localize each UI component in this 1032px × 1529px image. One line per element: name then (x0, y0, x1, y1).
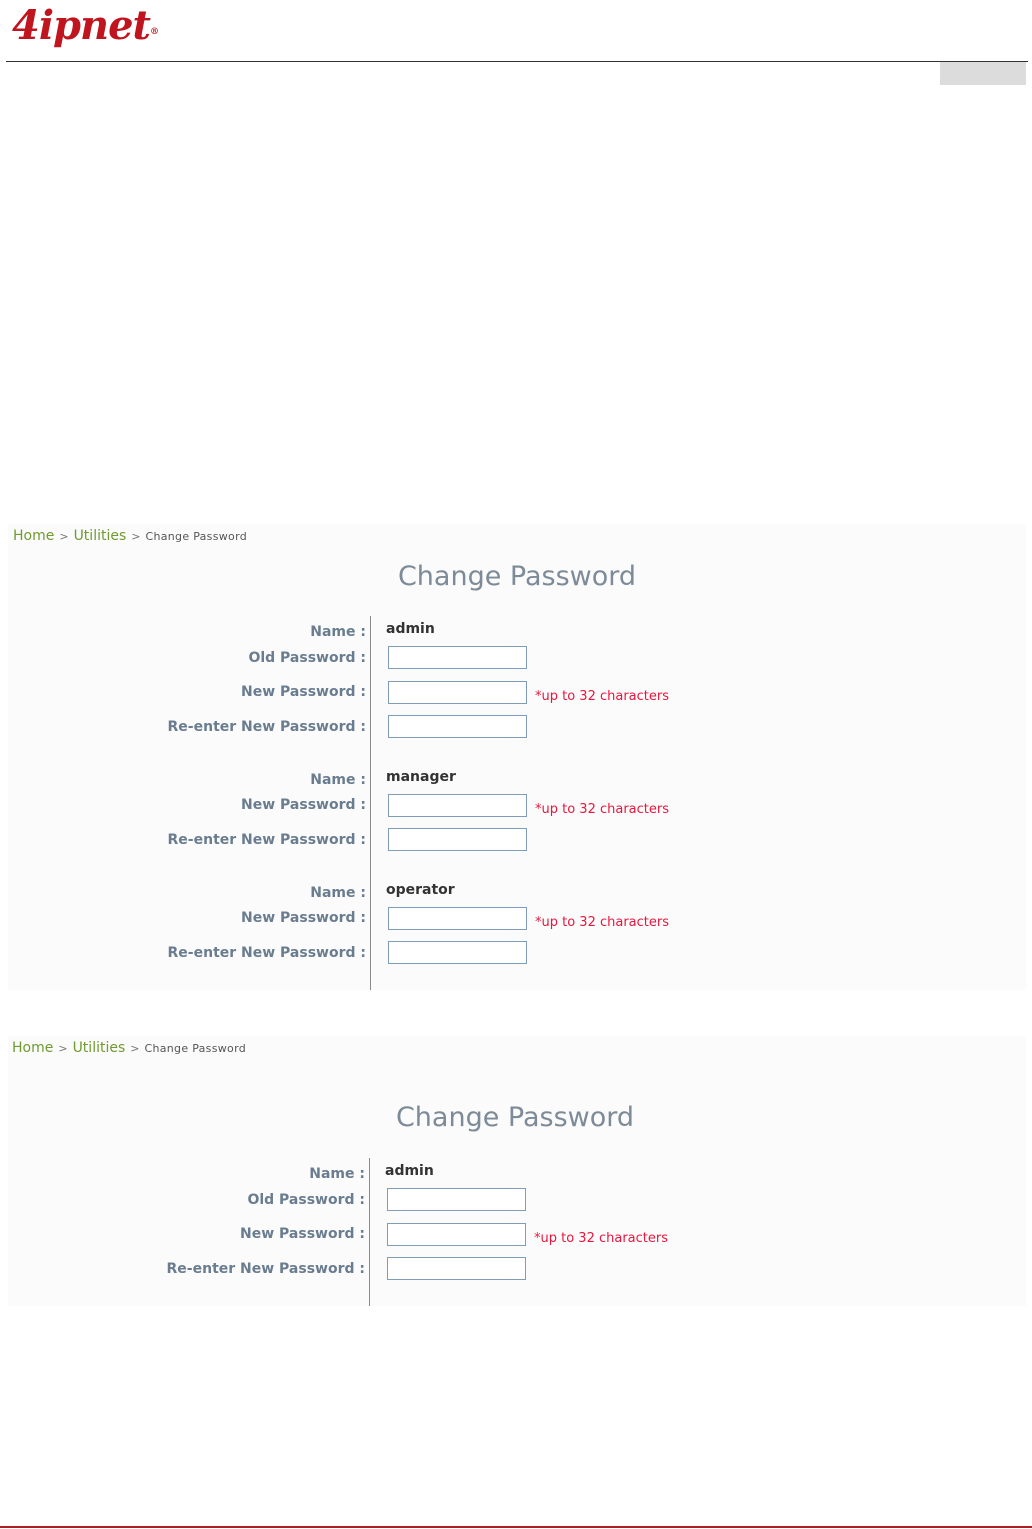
breadcrumb-home-link[interactable]: Home (13, 528, 55, 544)
admin-reenter-password-input[interactable] (387, 1257, 526, 1280)
manager-new-password-input[interactable] (388, 794, 527, 817)
breadcrumb: Home > Utilities > Change Password (13, 528, 247, 544)
account-name-admin: admin (386, 621, 435, 637)
name-label: Name : (310, 624, 366, 640)
operator-new-password-input[interactable] (388, 907, 527, 930)
breadcrumb-home-link[interactable]: Home (12, 1040, 54, 1056)
breadcrumb-utilities-link[interactable]: Utilities (72, 1040, 126, 1056)
operator-reenter-password-input[interactable] (388, 941, 527, 964)
password-length-note: *up to 32 characters (535, 915, 670, 930)
new-password-label: New Password : (240, 1226, 365, 1242)
old-password-label: Old Password : (247, 1192, 365, 1208)
breadcrumb: Home > Utilities > Change Password (12, 1040, 246, 1056)
new-password-label: New Password : (241, 910, 366, 926)
new-password-label: New Password : (241, 684, 366, 700)
admin-reenter-password-input[interactable] (388, 715, 527, 738)
breadcrumb-current: Change Password (145, 530, 247, 543)
password-length-note: *up to 32 characters (535, 689, 670, 704)
password-length-note: *up to 32 characters (535, 802, 670, 817)
name-label: Name : (310, 772, 366, 788)
new-password-label: New Password : (241, 797, 366, 813)
name-label: Name : (309, 1166, 365, 1182)
form-divider (369, 1158, 370, 1306)
brand-logo: 4ipnet® (12, 2, 159, 49)
change-password-panel-1 (8, 524, 1026, 990)
admin-old-password-input[interactable] (387, 1188, 526, 1211)
name-label: Name : (310, 885, 366, 901)
change-password-panel-2 (8, 1036, 1026, 1306)
reenter-password-label: Re-enter New Password : (167, 945, 366, 961)
header-tab-block (940, 62, 1026, 85)
account-name-admin: admin (385, 1163, 434, 1179)
admin-new-password-input[interactable] (388, 681, 527, 704)
reenter-password-label: Re-enter New Password : (167, 719, 366, 735)
admin-old-password-input[interactable] (388, 646, 527, 669)
footer-divider (0, 1526, 1032, 1528)
reenter-password-label: Re-enter New Password : (166, 1261, 365, 1277)
old-password-label: Old Password : (248, 650, 366, 666)
form-divider (370, 616, 371, 990)
admin-new-password-input[interactable] (387, 1223, 526, 1246)
header-divider (6, 61, 1028, 62)
page-title: Change Password (397, 561, 637, 592)
account-name-operator: operator (386, 882, 455, 898)
password-length-note: *up to 32 characters (534, 1231, 669, 1246)
breadcrumb-utilities-link[interactable]: Utilities (73, 528, 127, 544)
manager-reenter-password-input[interactable] (388, 828, 527, 851)
reenter-password-label: Re-enter New Password : (167, 832, 366, 848)
breadcrumb-current: Change Password (144, 1042, 246, 1055)
account-name-manager: manager (386, 769, 456, 785)
page-title: Change Password (395, 1102, 635, 1133)
